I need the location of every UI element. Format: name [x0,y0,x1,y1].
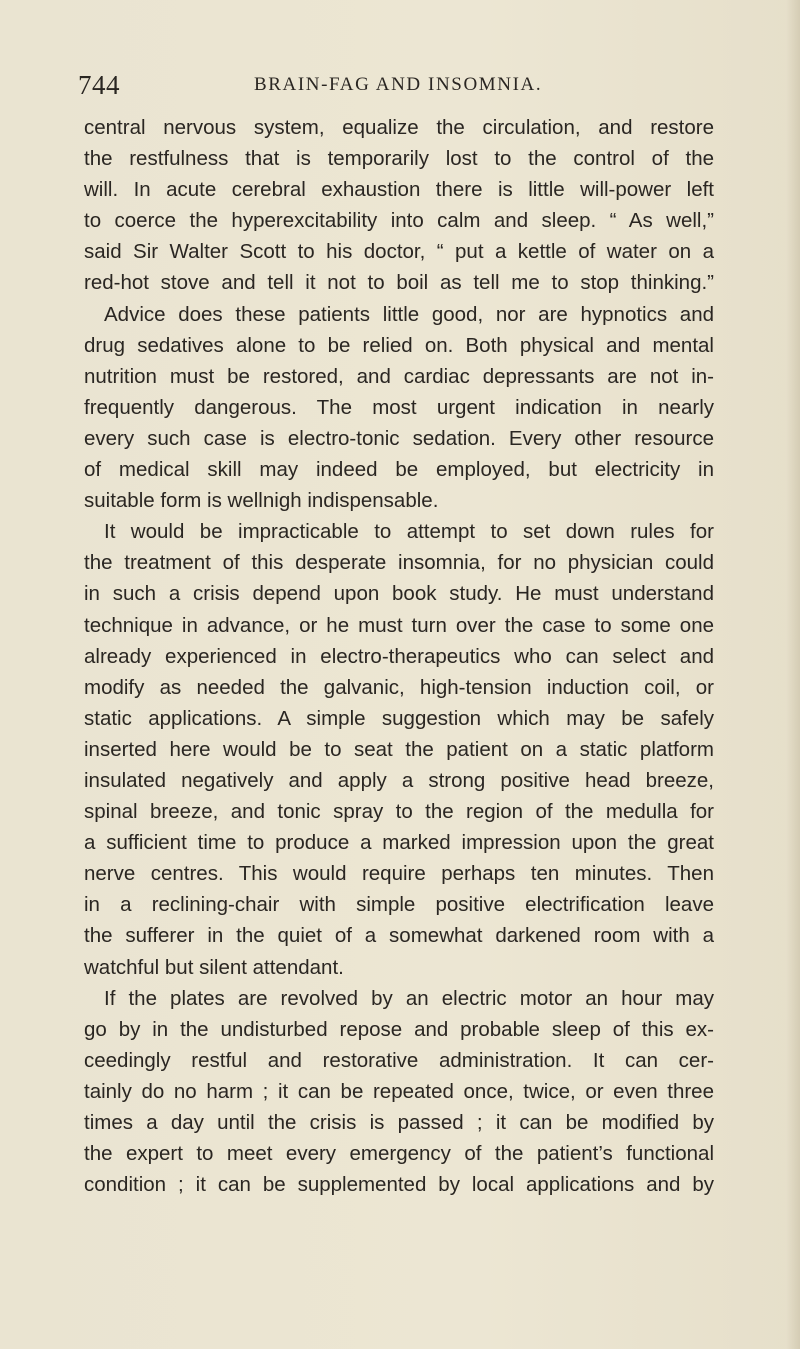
text-line: times a day until the crisis is passed ; it can be modified by [84,1111,714,1134]
text-line: nutrition must be restored, and cardiac depressants are not in- [84,364,714,388]
text-line: in such a crisis depend upon book study. He must understand [84,582,714,606]
text-line: go by in the undisturbed repose and probable sleep of this ex- [84,1017,714,1041]
text-line: drug sedatives alone to be relied on. Both physical and mental [84,333,714,357]
text-line: condition ; it can be supplemented by local applications and by [84,1173,714,1197]
page-header [78,66,778,106]
text-line: spinal breeze, and tonic spray to the region of the medulla for [84,800,714,824]
text-line: It would be impracticable to attempt to set down rules for [104,520,714,544]
text-line: a sufficient time to produce a marked impression upon the great [84,831,714,855]
text-line: watchful but silent attendant. [84,955,344,979]
text-line: of medical skill may indeed be employed, but electricity in [84,458,714,482]
paragraph [84,299,714,517]
text-line: in a reclining-chair with simple positive electrification leave [84,893,714,917]
text-line: Advice does these patients little good, nor are hypnotics and [104,302,714,326]
text-line: suitable form is wellnigh indispensable. [84,489,439,513]
paragraph [84,983,714,1201]
text-line: ceedingly restful and restorative administration. It can cer- [84,1048,714,1072]
text-line: the treatment of this desperate insomnia, for no physician could [84,551,714,575]
paragraph [84,516,714,982]
text-line: red-hot stove and tell it not to boil as tell me to stop thinking.” [84,271,714,295]
text-line: will. In acute cerebral exhaustion there is little will-power left [84,178,714,202]
running-head: BRAIN-FAG AND INSOMNIA. [254,74,543,95]
text-line: central nervous system, equalize the circulation, and restore [84,116,714,139]
text-line: nerve centres. This would require perhaps ten minutes. Then [84,862,714,886]
text-line: insulated negatively and apply a strong positive head breeze, [84,768,714,792]
text-line: already experienced in electro-therapeutics who can select and [84,644,714,668]
text-line: If the plates are revolved by an electric motor an hour may [104,986,714,1010]
paragraph [84,112,714,299]
body-text [84,112,714,1200]
text-line: the sufferer in the quiet of a somewhat darkened room with a [84,924,714,948]
text-line: static applications. A simple suggestion which may be safely [84,706,714,730]
page-number: 744 [78,70,120,100]
text-line: inserted here would be to seat the patient on a static platform [84,737,714,761]
text-line: modify as needed the galvanic, high-tension induction coil, or [84,675,714,699]
text-line: the restfulness that is temporarily lost to the control of the [84,147,714,171]
text-line: said Sir Walter Scott to his doctor, “ put a kettle of water on a [84,240,714,264]
text-line: the expert to meet every emergency of the patient’s functional [84,1142,714,1166]
text-line: technique in advance, or he must turn over the case to some one [84,613,714,637]
text-line: tainly do no harm ; it can be repeated once, twice, or even three [84,1079,714,1103]
page-edge-shadow [786,0,800,1349]
text-line: frequently dangerous. The most urgent indication in nearly [84,395,714,419]
text-line: to coerce the hyperexcitability into calm and sleep. “ As well,” [84,209,714,233]
text-line: every such case is electro-tonic sedation. Every other resource [84,426,714,450]
